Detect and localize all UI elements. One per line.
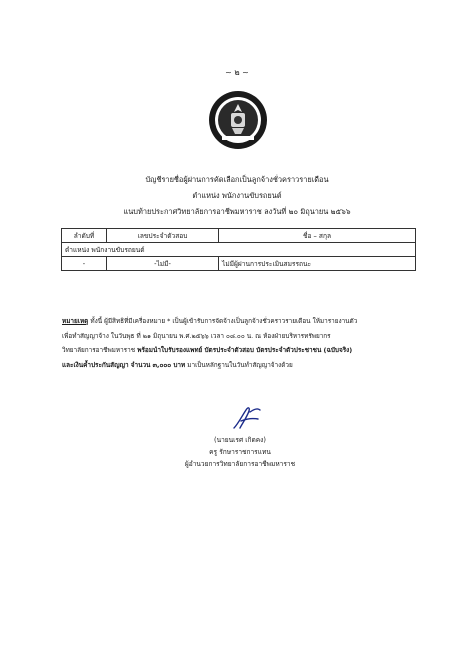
table-header-row: [62, 229, 416, 243]
signature-block: [160, 434, 320, 470]
signer-position: ครู รักษาราชการแทน: [209, 448, 271, 456]
remark-line-4a: และเงินค้ำประกันสัญญา จำนวน ๓,๐๐๐ บาท: [62, 360, 186, 369]
title-line-1: บัญชีรายชื่อผู้ผ่านการคัดเลือกเป็นลูกจ้างชั่วคราวรายเดือน: [145, 175, 329, 184]
title-line-2: ตำแหน่ง พนักงานขับรถยนต์: [192, 191, 282, 200]
cell-exam-id: -ไม่มี-: [107, 257, 219, 271]
table-section-row: [62, 243, 416, 257]
candidate-table: [61, 228, 416, 271]
remark-line-3a: วิทยาลัยการอาชีพมหาราช: [62, 346, 136, 354]
remark-label: หมายเหตุ: [62, 317, 89, 325]
college-seal-logo: [208, 90, 268, 150]
section-label: ตำแหน่ง พนักงานขับรถยนต์: [62, 243, 416, 257]
remark-line-4b: มาเป็นหลักฐานในวันทำสัญญาจ้างด้วย: [185, 360, 293, 369]
header-exam-id: เลขประจำตัวสอบ: [107, 229, 219, 243]
header-name: ชื่อ – สกุล: [219, 229, 416, 243]
remark-line-3b: พร้อมนำใบรับรองแพทย์ บัตรประจำตัวสอบ บัตรประจำตัวประชาชน (ฉบับจริง): [135, 346, 353, 354]
header-seq: ลำดับที่: [62, 229, 107, 243]
remark-line-1: ทั้งนี้ ผู้มีสิทธิที่มีเครื่องหมาย * เป็นผู้เข้ารับการจัดจ้างเป็นลูกจ้างชั่วคราวรายเดือน ให้มารายงานตัว: [90, 317, 358, 325]
title-line-3: แนบท้ายประกาศวิทยาลัยการอาชีพมหาราช ลงวันที่ ๒๐ มิถุนายน ๒๕๖๖: [123, 207, 351, 216]
signer-title: ผู้อำนวยการวิทยาลัยการอาชีพมหาราช: [184, 460, 296, 468]
remark-paragraph: [62, 314, 422, 372]
remark-line-2: เพื่อทำสัญญาจ้าง ในวันพุธ ที่ ๒๑ มิถุนายน พ.ศ.๒๕๖๖ เวลา ๐๘.๐๐ น. ณ ห้องฝ่ายบริหารทรัพยากร: [62, 331, 331, 340]
document-title: [0, 172, 474, 220]
cell-name: ไม่มีผู้ผ่านการประเมินสมรรถนะ: [219, 257, 416, 271]
handwritten-signature: [228, 404, 268, 432]
signer-name: (นายนเรศ เกิดคง): [214, 436, 266, 444]
cell-seq: -: [62, 257, 107, 271]
page-number: ~ ๒ ~: [225, 68, 249, 77]
table-row: [62, 257, 416, 271]
